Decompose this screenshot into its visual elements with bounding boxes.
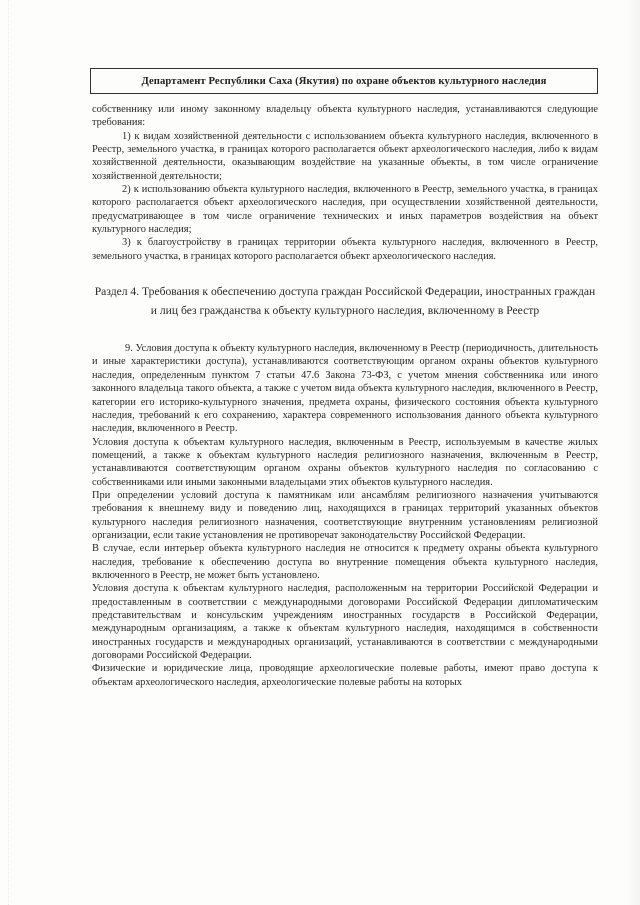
paragraph: Условия доступа к объектам культурного наследия, расположенным на территории Российской Федерации и предоставленным в соответствии с международными договорами Российской Федерации дипломатическим представительствам и консульским учреждениям иностранных государств в Российской Федерации, международным организациям, а также к объектам культурного наследия, находящимся в собственности иностранных государств и международных организаций, устанавливаются в соответствии с международными договорами Российской Федерации. (92, 583, 598, 662)
paragraph-item-2: 2) к использованию объекта культурного наследия, включенного в Реестр, земельного участка, в границах которого располагается объект археологического наследия, при осуществлении хозяйственной деятельности, предусматривающее в том числе ограничение технических и иных параметров воздействия на объект культурного наследия; (92, 184, 598, 236)
paragraph-9: 9. Условия доступа к объекту культурного наследия, включенному в Реестр (периодичность, длительность и иные характеристики доступа), устанавливаются соответствующим органом охраны объектов культурного наследия, определенным пунктом 7 статьи 47.6 Закона 73-ФЗ, с учетом мнения собственника или иного законного владельца такого объекта, а также с учетом вида объекта культурного наследия, включенного в Реестр, категории его историко-культурного значения, предмета охраны, физического состояния объекта культурного наследия, требований к его сохранению, характера современного использования данного объекта культурного наследия, включенного в Реестр. (92, 343, 598, 435)
scan-artifact-right (626, 0, 640, 905)
paragraph-item-1: 1) к видам хозяйственной деятельности с использованием объекта культурного наследия, включенного в Реестр, земельного участка, в границах которого располагается объект археологического наследия, либо к видам хозяйственной деятельности, оказывающим воздействие на указанные объекты, в том числе ограничение хозяйственной деятельности; (92, 130, 598, 182)
paragraph: собственнику или иному законному владельцу объекта культурного наследия, устанавливаются следующие требования: (92, 104, 598, 129)
paragraph: Условия доступа к объектам культурного наследия, включенным в Реестр, используемым в качестве жилых помещений, а также к объектам культурного наследия религиозного назначения, включенным в Реестр, устанавливаются соответствующим органом охраны объектов культурного наследия по согласованию с собственниками или иными законными владельцами этих объектов культурного наследия. (92, 436, 598, 488)
paragraph-item-3: 3) к благоустройству в границах территории объекта культурного наследия, включенного в Реестр, земельного участка, в границах которого располагается объект археологического наследия. (92, 237, 598, 262)
paragraph: Физические и юридические лица, проводящие археологические полевые работы, имеют право доступа к объектам археологического наследия, археологические полевые работы на которых (92, 663, 598, 688)
paragraph: В случае, если интерьер объекта культурного наследия не относится к предмету охраны объекта культурного наследия, требование к обеспечению доступа во внутренние помещения объекта культурного наследия, включенного в Реестр, не может быть установлено. (92, 543, 598, 581)
department-title: Департамент Республики Саха (Якутия) по охране объектов культурного наследия (141, 75, 547, 87)
document-body (92, 103, 598, 689)
section-heading: Раздел 4. Требования к обеспечению доступа граждан Российской Федерации, иностранных граждан и лиц без гражданства к объекту культурного наследия, включенному в Реестр (94, 285, 596, 317)
department-header (90, 68, 598, 94)
scan-artifact-left (8, 0, 10, 905)
paragraph: При определении условий доступа к памятникам или ансамблям религиозного назначения учитываются требования к внешнему виду и поведению лиц, находящихся в границах территорий указанных объектов культурного наследия религиозного назначения, соответствующие внутренним установлениям религиозной организации, если такие установления не противоречат законодательству Российской Федерации. (92, 489, 598, 541)
